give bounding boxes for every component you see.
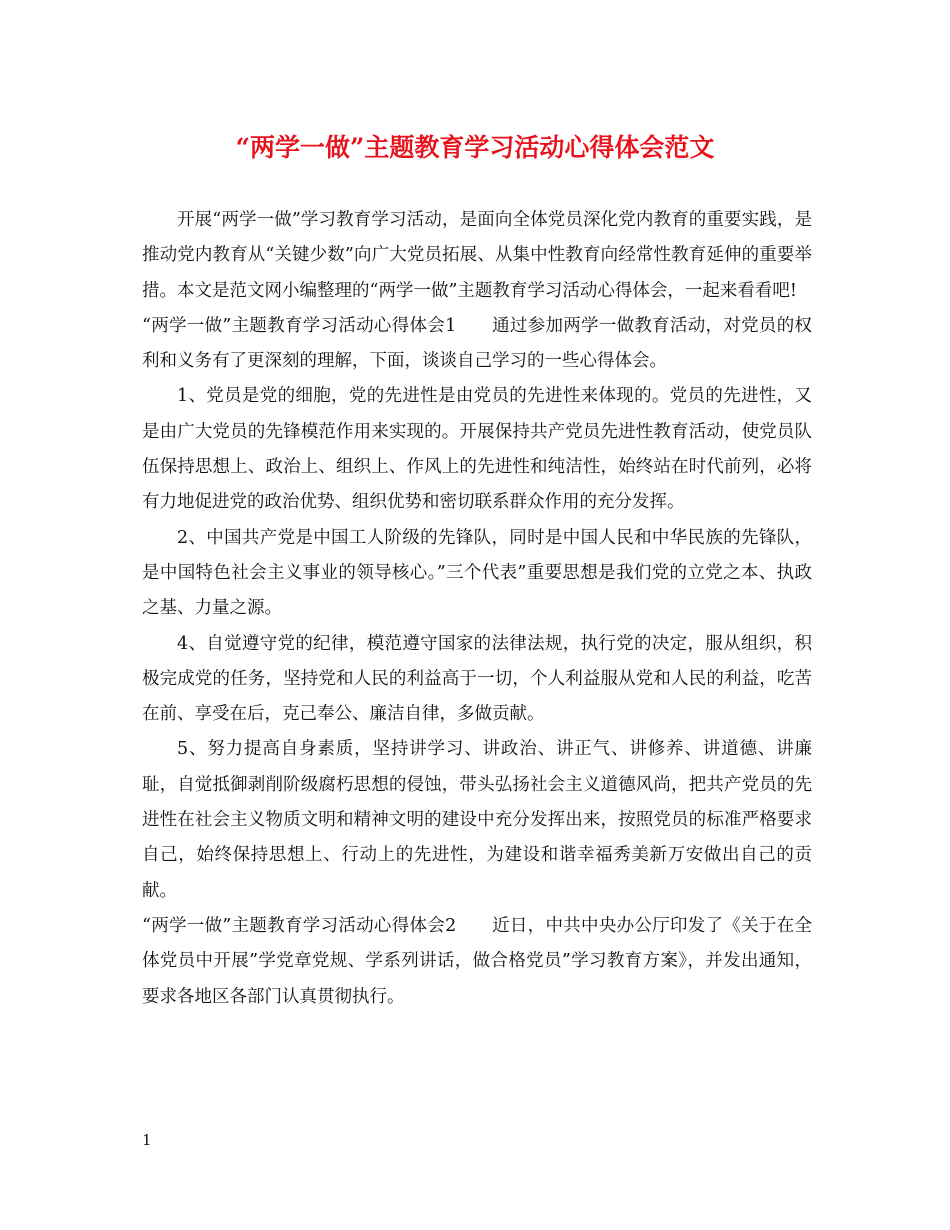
point-1-paragraph: 1、党员是党的细胞，党的先进性是由党员的先进性来体现的。党员的先进性，又是由广大党员的先锋模范作用来实现的。开展保持共产党员先进性教育活动，使党员队伍保持思想上、政治上、组织上、作风上的先进性和纯洁性，始终站在时代前列，必将有力地促进党的政治优势、组织优势和密切联系群众作用的充分发挥。: [142, 386, 812, 513]
document-title: “两学一做”主题教育学习活动心得体会范文: [235, 133, 715, 162]
section-1-paragraph: “两学一做”主题教育学习活动心得体会1 通过参加两学一做教育活动，对党员的权利和义务有了更深刻的理解，下面，谈谈自己学习的一些心得体会。: [142, 315, 812, 372]
section-2-paragraph: “两学一做”主题教育学习活动心得体会2 近日，中共中央办公厅印发了《关于在全体党员中开展”学党章党规、学系列讲话，做合格党员”学习教育方案》，并发出通知，要求各地区各部门认真贯彻执行。: [142, 915, 812, 1007]
document-body: [142, 203, 812, 1015]
page-number: 1: [142, 1131, 152, 1149]
point-2-paragraph: 2、中国共产党是中国工人阶级的先锋队，同时是中国人民和中华民族的先锋队，是中国特色社会主义事业的领导核心。”三个代表”重要思想是我们党的立党之本、执政之基、力量之源。: [142, 527, 812, 619]
point-5-paragraph: 5、努力提高自身素质，坚持讲学习、讲政治、讲正气、讲修养、讲道德、讲廉耻，自觉抵御剥削阶级腐朽思想的侵蚀，带头弘扬社会主义道德风尚，把共产党员的先进性在社会主义物质文明和精神文明的建设中充分发挥出来，按照党员的标准严格要求自己，始终保持思想上、行动上的先进性，为建设和谐幸福秀美新万安做出自己的贡献。: [142, 739, 812, 901]
point-4-paragraph: 4、自觉遵守党的纪律，模范遵守国家的法律法规，执行党的决定，服从组织，积极完成党的任务，坚持党和人民的利益高于一切，个人利益服从党和人民的利益，吃苦在前、享受在后，克己奉公、廉洁自律，多做贡献。: [142, 633, 812, 725]
intro-paragraph: 开展“两学一做”学习教育学习活动，是面向全体党员深化党内教育的重要实践，是推动党内教育从“关键少数”向广大党员拓展、从集中性教育向经常性教育延伸的重要举措。本文是范文网小编整理的“两学一做”主题教育学习活动心得体会，一起来看看吧!: [142, 210, 812, 301]
